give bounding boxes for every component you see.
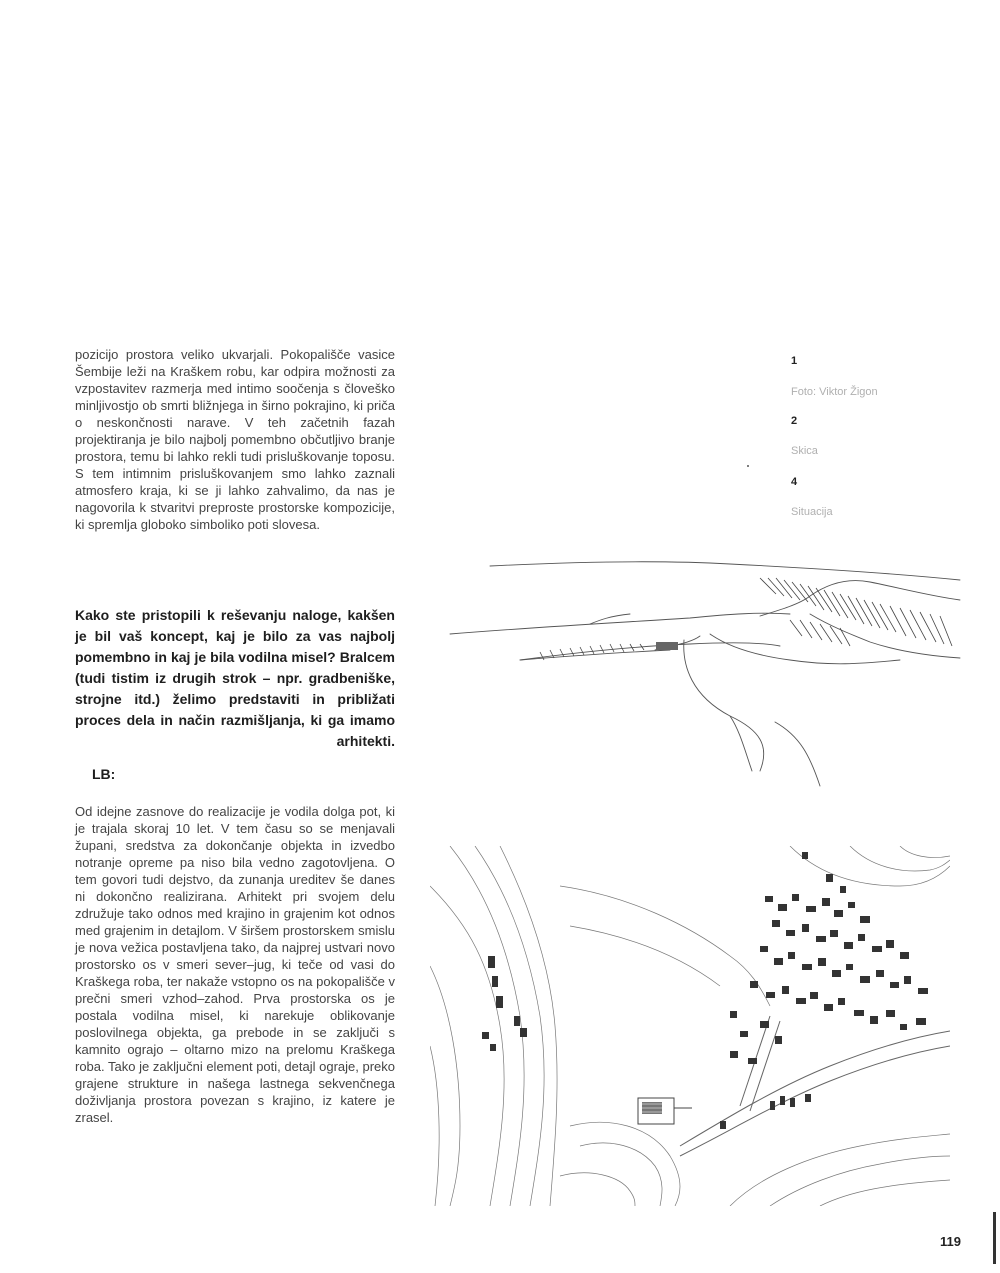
answer-paragraph: Od idejne zasnove do realizacije je vodila dolga pot, ki je trajala skoraj 10 let. V tem času so se menjavali župani, sredstva za dokončanje objekta in izvedbo notranje opreme pa niso bila vedno zagotovljena. O tem govori tudi dejstvo, da zunanja ureditev še danes ni dokončno realizirana. Arhitekt pri svojem delu združuje tako odnos med krajino in grajenim kot odnos med grajenim in detajlom. V širšem prostorskem smislu je nova vežica postavljena tako, da najprej ustvari novo prostorsko os v smeri sever–jug, ki teče od vasi do Kraškega roba, ter nakaže vstopno os na pokopališče v prečni smeri vzhod–zahod. Prva prostorska os je postala vodilna misel, ki narekuje oblikovanje poslovilnega objekta, ga prebode in se zaključi s kamnito ograjo – oltarno mizo na prelomu Kraškega roba. Tako je zaključni element poti, detajl ograje, preko grajene strukture in našega lastnega sekvenčnega doživljanja prostora povezan s krajino, iz katere je zrasel. <box>75 804 395 1125</box>
caption-4-text: Situacija <box>791 506 833 518</box>
caption-2-text: Skica <box>791 445 818 457</box>
page-number: 119 <box>940 1234 961 1249</box>
page-edge-marker <box>993 1212 996 1264</box>
caption-1-text: Foto: Viktor Žigon <box>791 386 878 398</box>
print-speck <box>747 465 749 467</box>
caption-2-number: 2 <box>791 415 798 427</box>
sketch-drawing <box>430 556 975 816</box>
site-plan-drawing <box>430 846 950 1206</box>
caption-1-number: 1 <box>791 355 798 367</box>
caption-4-number: 4 <box>791 476 798 488</box>
speaker-label: LB: <box>92 766 116 782</box>
intro-paragraph: pozicijo prostora veliko ukvarjali. Pokopališče vasice Šembije leži na Kraškem robu, kar odpira možnosti za vzpostavitev razmerja med intimo soočenja s človeško minljivostjo ob smrti bližnjega in širno pokrajino, ki priča o neskončnosti narave. V teh začetnih fazah projektiranja je bilo najbolj pomembno občutljivo branje prostora, temu bi lahko rekli tudi prisluškovanje toposu. S tem intimnim prisluškovanjem smo lahko zaznali atmosfero kraja, ki se ji lahko zahvalimo, da nas je nagovorila k stvaritvi preproste prostorske kompozicije, ki spremlja globoko simboliko poti slovesa. <box>75 347 395 532</box>
interview-question: Kako ste pristopili k reševanju naloge, kakšen je bil vaš koncept, kaj je bilo za vas najbolj pomembno in kaj je bila vodilna misel? Bralcem (tudi tistim iz drugih strok – npr. gradbeniške, strojne itd.) želimo predstaviti in približati proces dela in način razmišljanja, ki ga imamo arhitekti. <box>75 607 395 749</box>
